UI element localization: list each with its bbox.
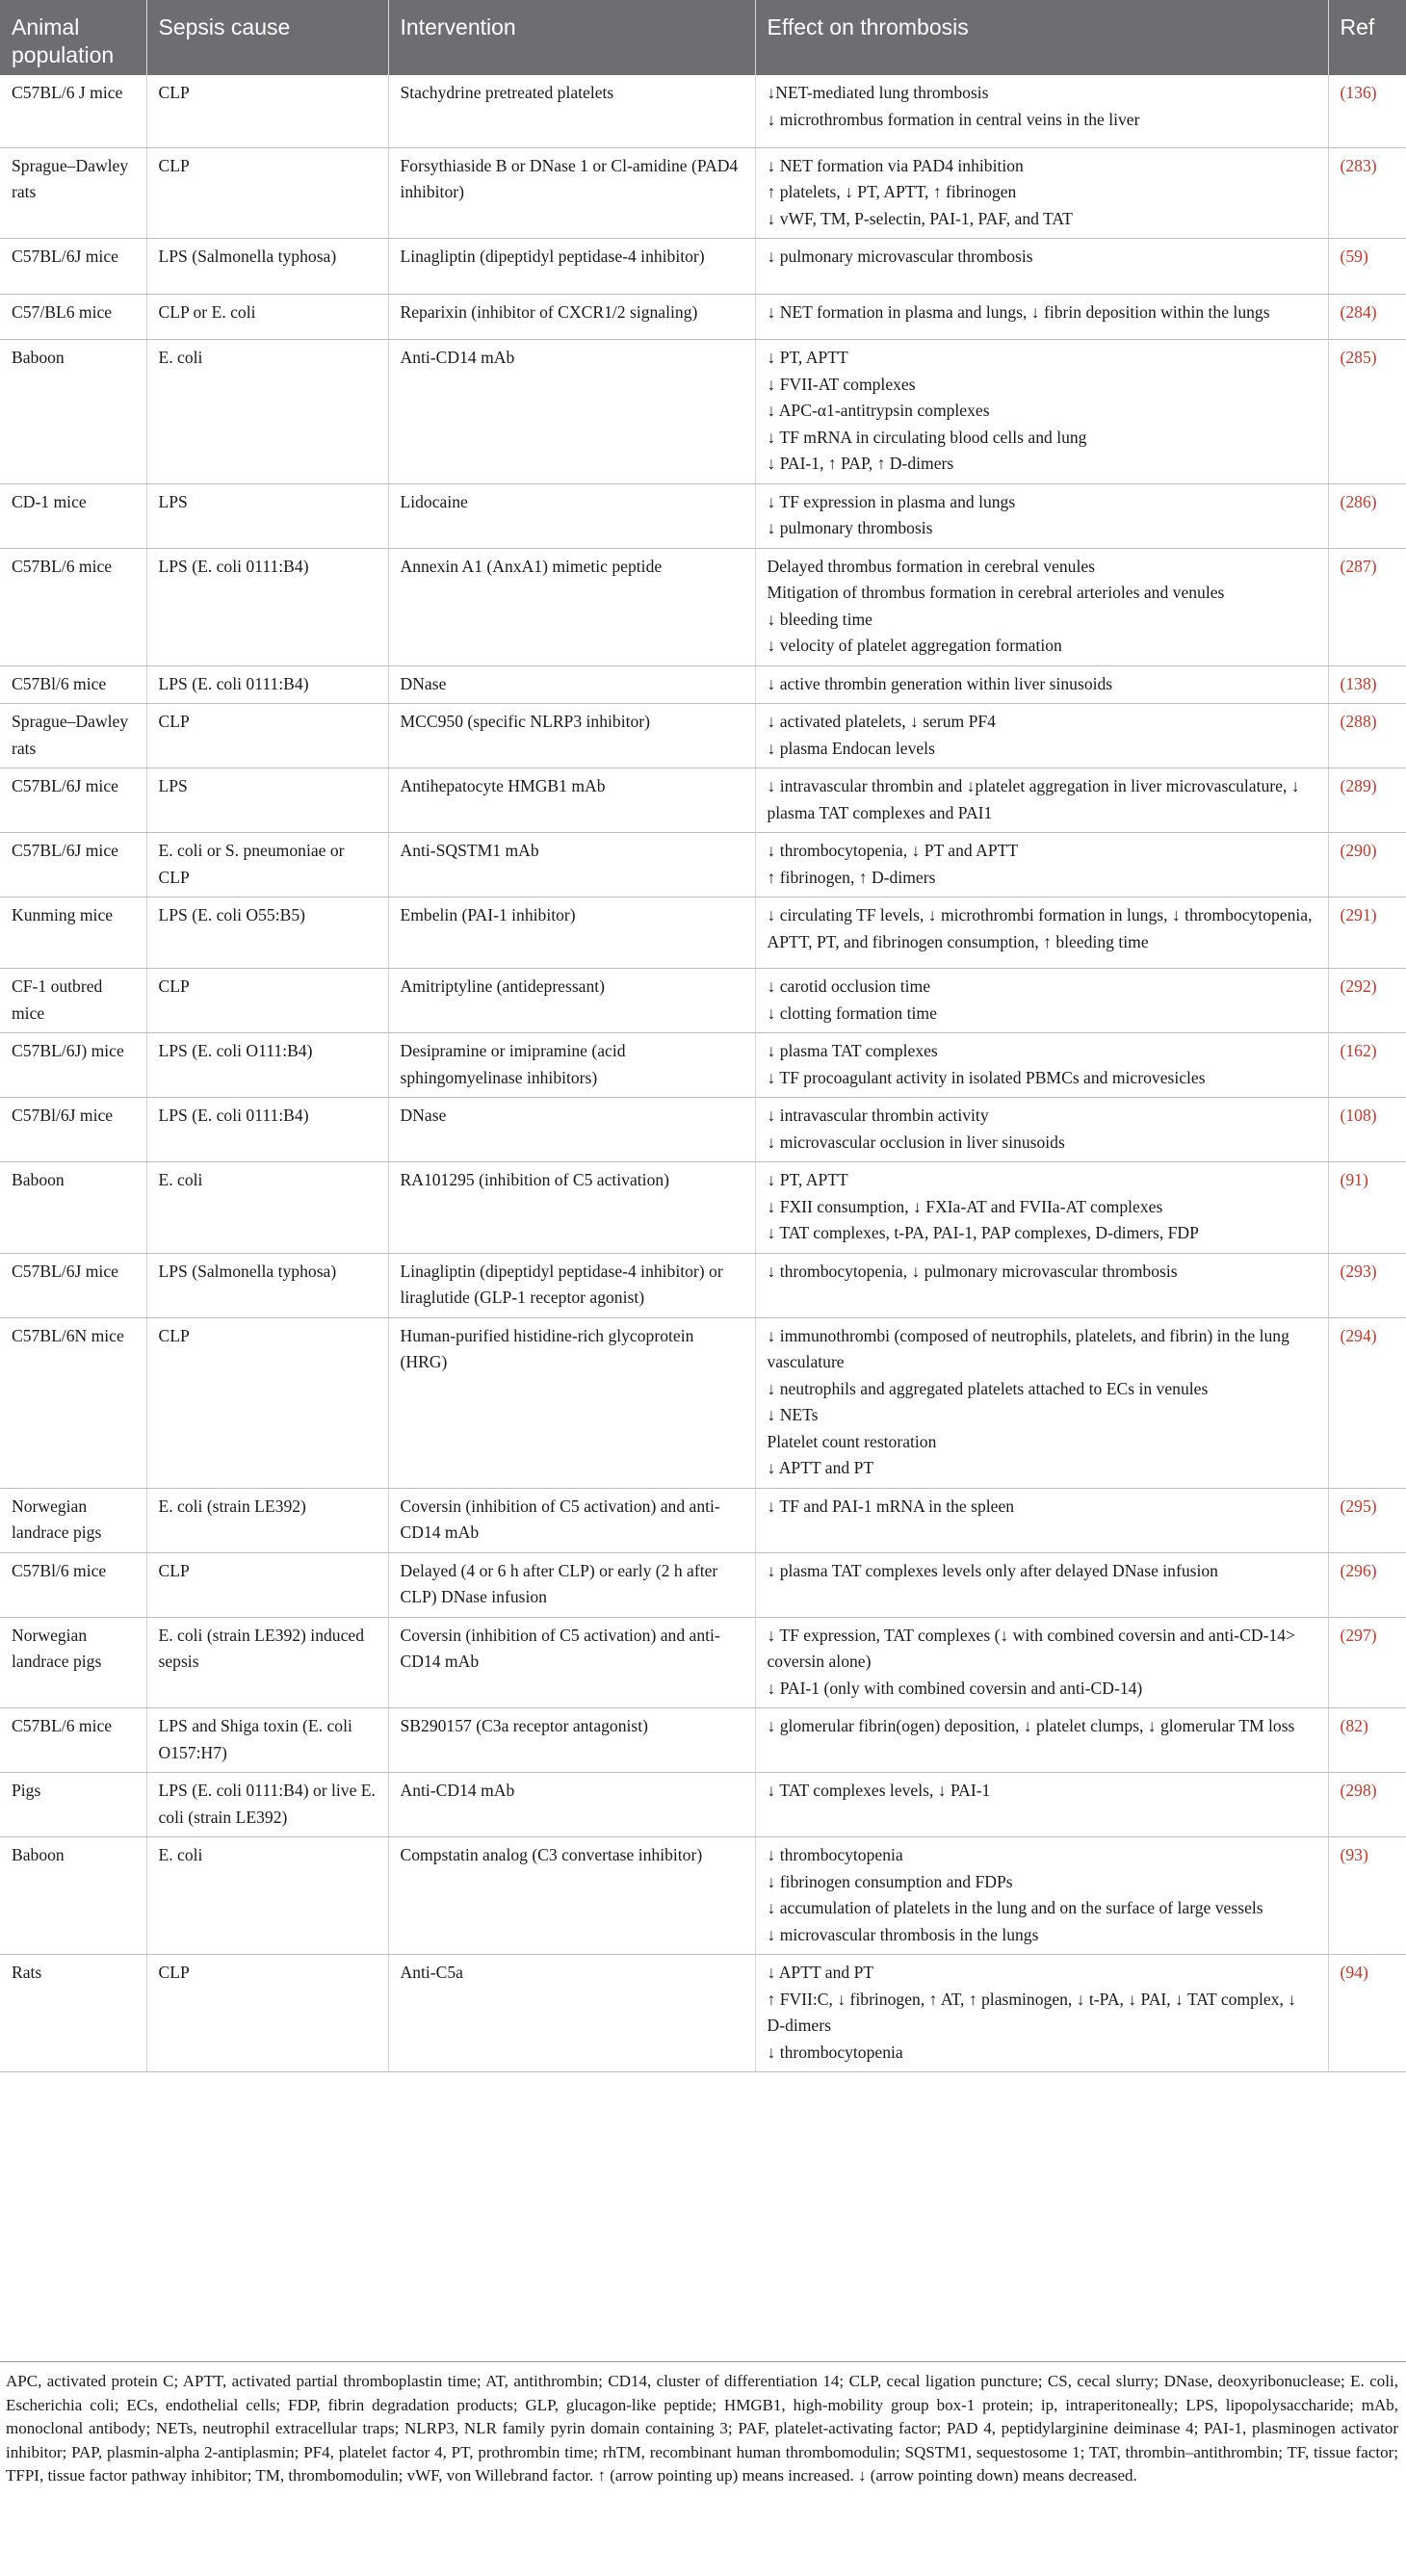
effect-line: ↓ fibrinogen consumption and FDPs	[767, 1871, 1013, 1891]
effect-line: Delayed thrombus formation in cerebral venules	[767, 556, 1096, 576]
cell-intervention: DNase	[388, 1098, 755, 1162]
cell-ref	[1328, 295, 1406, 340]
cell-ref	[1328, 1955, 1406, 2072]
cell-intervention: Linagliptin (dipeptidyl peptidase-4 inhibitor)	[388, 239, 755, 295]
cell-sepsis-cause: CLP or E. coli	[146, 295, 388, 340]
cell-animal-population: C57BL/6J mice	[0, 833, 146, 898]
cell-effect-on-thrombosis	[755, 1488, 1328, 1552]
cell-intervention: DNase	[388, 665, 755, 704]
cell-effect-on-thrombosis	[755, 969, 1328, 1033]
cell-sepsis-cause: LPS (E. coli 0111:B4)	[146, 548, 388, 665]
effect-line: ↓ TF expression in plasma and lungs	[767, 491, 1016, 511]
cell-sepsis-cause: CLP	[146, 969, 388, 1033]
effect-line: ↓ carotid occlusion time	[767, 976, 931, 996]
effect-line: ↓ pulmonary thrombosis	[767, 518, 933, 537]
cell-ref	[1328, 1098, 1406, 1162]
cell-ref	[1328, 768, 1406, 833]
effect-line: ↓ active thrombin generation within liver sinusoids	[767, 673, 1113, 693]
cell-ref	[1328, 1708, 1406, 1773]
cell-animal-population: CF-1 outbred mice	[0, 969, 146, 1033]
cell-ref	[1328, 1033, 1406, 1098]
cell-intervention: Human-purified histidine-rich glycoprotein (HRG)	[388, 1317, 755, 1488]
table-row	[0, 239, 1406, 295]
table-body	[0, 75, 1406, 2072]
cell-effect-on-thrombosis	[755, 833, 1328, 898]
effect-line: ↓ NET formation in plasma and lungs, ↓ fibrin deposition within the lungs	[767, 302, 1270, 322]
effect-line: ↓ velocity of platelet aggregation formation	[767, 636, 1062, 655]
reference-link[interactable]: (283)	[1340, 155, 1377, 175]
effect-line: ↓ vWF, TM, P-selectin, PAI-1, PAF, and TAT	[767, 208, 1073, 228]
cell-sepsis-cause: E. coli or S. pneumoniae or CLP	[146, 833, 388, 898]
effect-line: ↑ FVII:C, ↓ fibrinogen, ↑ AT, ↑ plasminogen, ↓ t-PA, ↓ PAI, ↓ TAT complex, ↓ D-dimers	[767, 1989, 1297, 2035]
header-ref: Ref	[1328, 0, 1406, 75]
cell-sepsis-cause: LPS (Salmonella typhosa)	[146, 1253, 388, 1317]
reference-link[interactable]: (108)	[1340, 1106, 1377, 1125]
cell-animal-population: Baboon	[0, 1837, 146, 1955]
cell-ref	[1328, 1617, 1406, 1708]
effect-line: ↓ microvascular occlusion in liver sinusoids	[767, 1132, 1065, 1152]
cell-animal-population: CD-1 mice	[0, 483, 146, 548]
cell-ref	[1328, 340, 1406, 484]
cell-animal-population: C57/BL6 mice	[0, 295, 146, 340]
cell-intervention: Lidocaine	[388, 483, 755, 548]
effect-line: ↓ thrombocytopenia	[767, 1845, 903, 1864]
header-animal-population: Animal population	[0, 0, 146, 75]
table-row	[0, 1033, 1406, 1098]
table-row	[0, 1837, 1406, 1955]
cell-intervention: MCC950 (specific NLRP3 inhibitor)	[388, 704, 755, 768]
reference-link[interactable]: (290)	[1340, 841, 1377, 860]
cell-intervention: Anti-C5a	[388, 1955, 755, 2072]
cell-ref	[1328, 1488, 1406, 1552]
effect-line: ↓ PT, APTT	[767, 1170, 848, 1189]
effect-line: ↓ activated platelets, ↓ serum PF4	[767, 712, 996, 731]
reference-link[interactable]: (294)	[1340, 1325, 1377, 1345]
effect-line: ↓ microvascular thrombosis in the lungs	[767, 1924, 1039, 1944]
cell-animal-population: Pigs	[0, 1773, 146, 1837]
cell-effect-on-thrombosis	[755, 147, 1328, 239]
effect-line: ↓ TF and PAI-1 mRNA in the spleen	[767, 1496, 1015, 1516]
reference-link[interactable]: (94)	[1340, 1963, 1368, 1982]
reference-link[interactable]: (295)	[1340, 1496, 1377, 1516]
effect-line: ↓ TF mRNA in circulating blood cells and lung	[767, 427, 1087, 447]
effect-line: ↑ fibrinogen, ↑ D-dimers	[767, 867, 936, 887]
effect-line: Mitigation of thrombus formation in cerebral arterioles and venules	[767, 583, 1225, 602]
cell-animal-population: C57Bl/6J mice	[0, 1098, 146, 1162]
effect-line: ↓ APC-α1-antitrypsin complexes	[767, 401, 990, 420]
reference-link[interactable]: (285)	[1340, 348, 1377, 367]
effect-line: ↓ PAI-1, ↑ PAP, ↑ D-dimers	[767, 454, 954, 473]
cell-sepsis-cause: LPS	[146, 483, 388, 548]
table-row	[0, 768, 1406, 833]
reference-link[interactable]: (284)	[1340, 302, 1377, 322]
cell-animal-population: Norwegian landrace pigs	[0, 1488, 146, 1552]
effect-line: ↓ plasma Endocan levels	[767, 738, 935, 758]
cell-intervention: Amitriptyline (antidepressant)	[388, 969, 755, 1033]
cell-intervention: Embelin (PAI-1 inhibitor)	[388, 898, 755, 969]
effect-line: ↓ FXII consumption, ↓ FXIa-AT and FVIIa-AT complexes	[767, 1196, 1163, 1216]
effect-line: ↓ PAI-1 (only with combined coversin and anti-CD-14)	[767, 1678, 1143, 1698]
cell-effect-on-thrombosis	[755, 1317, 1328, 1488]
table-row	[0, 833, 1406, 898]
cell-effect-on-thrombosis	[755, 1708, 1328, 1773]
reference-link[interactable]: (288)	[1340, 712, 1377, 731]
cell-animal-population: C57BL/6J mice	[0, 239, 146, 295]
cell-intervention: Anti-CD14 mAb	[388, 1773, 755, 1837]
effect-line: ↓ clotting formation time	[767, 1002, 937, 1023]
cell-sepsis-cause: E. coli (strain LE392) induced sepsis	[146, 1617, 388, 1708]
reference-link[interactable]: (296)	[1340, 1560, 1377, 1580]
table-row	[0, 1317, 1406, 1488]
cell-animal-population: C57Bl/6 mice	[0, 665, 146, 704]
cell-sepsis-cause: CLP	[146, 1317, 388, 1488]
cell-sepsis-cause: CLP	[146, 704, 388, 768]
cell-effect-on-thrombosis	[755, 1253, 1328, 1317]
cell-effect-on-thrombosis	[755, 1098, 1328, 1162]
cell-animal-population: Baboon	[0, 1162, 146, 1254]
cell-animal-population: C57BL/6J mice	[0, 1253, 146, 1317]
cell-sepsis-cause: LPS (E. coli 0111:B4)	[146, 665, 388, 704]
cell-ref	[1328, 833, 1406, 898]
table-row	[0, 75, 1406, 147]
effect-line: ↑ platelets, ↓ PT, APTT, ↑ fibrinogen	[767, 182, 1017, 201]
cell-ref	[1328, 1253, 1406, 1317]
cell-effect-on-thrombosis	[755, 1552, 1328, 1617]
cell-animal-population: Sprague–Dawley rats	[0, 147, 146, 239]
cell-sepsis-cause: LPS (E. coli O55:B5)	[146, 898, 388, 969]
cell-effect-on-thrombosis	[755, 1617, 1328, 1708]
cell-ref	[1328, 1162, 1406, 1254]
cell-intervention: Compstatin analog (C3 convertase inhibitor)	[388, 1837, 755, 1955]
cell-sepsis-cause: CLP	[146, 75, 388, 147]
cell-intervention: Coversin (inhibition of C5 activation) and anti-CD14 mAb	[388, 1617, 755, 1708]
cell-effect-on-thrombosis	[755, 1773, 1328, 1837]
cell-animal-population: C57BL/6 mice	[0, 548, 146, 665]
table-header	[0, 0, 1406, 75]
table-row	[0, 147, 1406, 239]
cell-intervention: SB290157 (C3a receptor antagonist)	[388, 1708, 755, 1773]
cell-intervention: Stachydrine pretreated platelets	[388, 75, 755, 147]
table-row	[0, 898, 1406, 969]
cell-effect-on-thrombosis	[755, 1033, 1328, 1098]
cell-animal-population: C57BL/6J mice	[0, 768, 146, 833]
cell-animal-population: Kunming mice	[0, 898, 146, 969]
cell-sepsis-cause: LPS (Salmonella typhosa)	[146, 239, 388, 295]
header-intervention: Intervention	[388, 0, 755, 75]
reference-link[interactable]: (291)	[1340, 905, 1377, 924]
reference-link[interactable]: (293)	[1340, 1261, 1377, 1281]
cell-intervention: Desipramine or imipramine (acid sphingomyelinase inhibitors)	[388, 1033, 755, 1098]
cell-animal-population: C57BL/6 mice	[0, 1708, 146, 1773]
table-row	[0, 295, 1406, 340]
reference-link[interactable]: (289)	[1340, 776, 1377, 795]
cell-animal-population: C57BL/6J) mice	[0, 1033, 146, 1098]
cell-effect-on-thrombosis	[755, 75, 1328, 147]
table-row	[0, 483, 1406, 548]
cell-intervention: Antihepatocyte HMGB1 mAb	[388, 768, 755, 833]
cell-intervention: Coversin (inhibition of C5 activation) and anti-CD14 mAb	[388, 1488, 755, 1552]
reference-link[interactable]: (287)	[1340, 556, 1377, 576]
cell-effect-on-thrombosis	[755, 548, 1328, 665]
reference-link[interactable]: (82)	[1340, 1716, 1368, 1735]
table-row	[0, 1617, 1406, 1708]
cell-animal-population: C57BL/6 J mice	[0, 75, 146, 147]
cell-effect-on-thrombosis	[755, 295, 1328, 340]
cell-animal-population: Sprague–Dawley rats	[0, 704, 146, 768]
effect-line: ↓ bleeding time	[767, 609, 872, 629]
cell-ref	[1328, 704, 1406, 768]
effect-line: ↓ NETs	[767, 1405, 819, 1424]
table-row	[0, 704, 1406, 768]
table-row	[0, 1708, 1406, 1773]
cell-sepsis-cause: CLP	[146, 1552, 388, 1617]
cell-effect-on-thrombosis	[755, 239, 1328, 295]
cell-ref	[1328, 1837, 1406, 1955]
effect-line: ↓ plasma TAT complexes levels only after delayed DNase infusion	[767, 1560, 1218, 1580]
cell-ref	[1328, 548, 1406, 665]
table-row	[0, 1552, 1406, 1617]
cell-intervention: Linagliptin (dipeptidyl peptidase-4 inhibitor) or liraglutide (GLP-1 receptor agonist)	[388, 1253, 755, 1317]
cell-animal-population: Rats	[0, 1955, 146, 2072]
cell-intervention: Reparixin (inhibitor of CXCR1/2 signaling)	[388, 295, 755, 340]
effect-line: ↓ thrombocytopenia	[767, 2042, 903, 2062]
cell-intervention: Delayed (4 or 6 h after CLP) or early (2 h after CLP) DNase infusion	[388, 1552, 755, 1617]
cell-effect-on-thrombosis	[755, 1955, 1328, 2072]
effect-line: ↓ PT, APTT	[767, 348, 848, 367]
table-footnote: APC, activated protein C; APTT, activated partial thromboplastin time; AT, antithrombin; CD14, cluster of differentiation 14; CLP, cecal ligation puncture; CS, cecal slurry; DNase, deoxyribonuclease; E. coli, Escherichia coli; ECs, endothelial cells; FDP, fibrin degradation products; GLP, glucagon-like peptide; HMGB1, high-mobility group box-1 protein; ip, intraperitoneally; LPS, lipopolysaccharide; mAb, monoclonal antibody; NETs, neutrophil extracellular traps; NLRP3, NLR family pyrin domain containing 3; PAF, platelet-activating factor; PAD 4, peptidylarginine deiminase 4; PAI-1, plasminogen activator inhibitor; PAP, plasmin-alpha 2-antiplasmin; PF4, platelet factor 4, PT, prothrombin time; rhTM, recombinant human thrombomodulin; SQSTM1, sequestosome 1; TAT, thrombin–antithrombin; TF, tissue factor; TFPI, tissue factor pathway inhibitor; TM, thrombomodulin; vWF, von Willebrand factor. ↑ (arrow pointing up) means increased. ↓ (arrow pointing down) means decreased.	[0, 2361, 1406, 2488]
cell-ref	[1328, 969, 1406, 1033]
cell-effect-on-thrombosis	[755, 1162, 1328, 1254]
cell-animal-population: C57Bl/6 mice	[0, 1552, 146, 1617]
cell-animal-population: C57BL/6N mice	[0, 1317, 146, 1488]
table-row	[0, 665, 1406, 704]
effect-line: ↓ plasma TAT complexes	[767, 1041, 938, 1060]
cell-animal-population: Norwegian landrace pigs	[0, 1617, 146, 1708]
cell-sepsis-cause: LPS (E. coli 0111:B4) or live E. coli (strain LE392)	[146, 1773, 388, 1837]
cell-ref	[1328, 665, 1406, 704]
cell-effect-on-thrombosis	[755, 768, 1328, 833]
effect-line: ↓ neutrophils and aggregated platelets attached to ECs in venules	[767, 1378, 1209, 1398]
table-row	[0, 1773, 1406, 1837]
cell-ref	[1328, 147, 1406, 239]
effect-line: ↓ FVII-AT complexes	[767, 374, 916, 394]
cell-effect-on-thrombosis	[755, 704, 1328, 768]
cell-sepsis-cause: CLP	[146, 147, 388, 239]
table-row	[0, 969, 1406, 1033]
cell-intervention: Anti-SQSTM1 mAb	[388, 833, 755, 898]
cell-intervention: Anti-CD14 mAb	[388, 340, 755, 484]
effect-line: ↓ microthrombus formation in central veins in the liver	[767, 109, 1140, 129]
reference-link[interactable]: (138)	[1340, 673, 1377, 693]
effect-line: ↓ circulating TF levels, ↓ microthrombi formation in lungs, ↓ thrombocytopenia, APTT, PT, and fibrinogen consumption, ↑ bleeding time	[767, 905, 1313, 951]
reference-link[interactable]: (162)	[1340, 1041, 1377, 1060]
cell-intervention: Forsythiaside B or DNase 1 or Cl-amidine (PAD4 inhibitor)	[388, 147, 755, 239]
cell-sepsis-cause: LPS	[146, 768, 388, 833]
header-sepsis-cause: Sepsis cause	[146, 0, 388, 75]
cell-intervention: RA101295 (inhibition of C5 activation)	[388, 1162, 755, 1254]
cell-effect-on-thrombosis	[755, 483, 1328, 548]
header-effect-on-thrombosis: Effect on thrombosis	[755, 0, 1328, 75]
effect-line: ↓ thrombocytopenia, ↓ pulmonary microvascular thrombosis	[767, 1261, 1178, 1281]
cell-effect-on-thrombosis	[755, 1837, 1328, 1955]
effect-line: ↓ TF expression, TAT complexes (↓ with combined coversin and anti-CD-14> coversin alone)	[767, 1625, 1295, 1671]
effect-line: ↓ intravascular thrombin and ↓platelet aggregation in liver microvasculature, ↓ plasma TAT complexes and PAI1	[767, 776, 1300, 822]
cell-sepsis-cause: E. coli	[146, 1837, 388, 1955]
cell-effect-on-thrombosis	[755, 898, 1328, 969]
effect-line: ↓ TAT complexes levels, ↓ PAI-1	[767, 1781, 991, 1800]
cell-ref	[1328, 898, 1406, 969]
effect-line: Platelet count restoration	[767, 1431, 937, 1451]
effect-line: ↓ TAT complexes, t-PA, PAI-1, PAP complexes, D-dimers, FDP	[767, 1223, 1199, 1242]
reference-link[interactable]: (93)	[1340, 1845, 1368, 1864]
cell-sepsis-cause: LPS (E. coli 0111:B4)	[146, 1098, 388, 1162]
effect-line: ↓ intravascular thrombin activity	[767, 1106, 989, 1125]
effect-line: ↓ immunothrombi (composed of neutrophils, platelets, and fibrin) in the lung vasculature	[767, 1325, 1289, 1371]
table-row	[0, 1162, 1406, 1254]
effect-line: ↓ APTT and PT	[767, 1963, 874, 1982]
cell-sepsis-cause: E. coli (strain LE392)	[146, 1488, 388, 1552]
effect-line: ↓ glomerular fibrin(ogen) deposition, ↓ platelet clumps, ↓ glomerular TM loss	[767, 1716, 1295, 1735]
cell-sepsis-cause: E. coli	[146, 340, 388, 484]
reference-link[interactable]: (298)	[1340, 1781, 1377, 1800]
cell-ref	[1328, 1552, 1406, 1617]
effect-line: ↓ NET formation via PAD4 inhibition	[767, 155, 1024, 175]
cell-ref	[1328, 483, 1406, 548]
table-row	[0, 1098, 1406, 1162]
cell-sepsis-cause: LPS and Shiga toxin (E. coli O157:H7)	[146, 1708, 388, 1773]
reference-link[interactable]: (136)	[1340, 83, 1377, 102]
effect-line: ↓ pulmonary microvascular thrombosis	[767, 247, 1033, 266]
cell-effect-on-thrombosis	[755, 340, 1328, 484]
reference-link[interactable]: (59)	[1340, 247, 1368, 266]
cell-sepsis-cause: E. coli	[146, 1162, 388, 1254]
cell-ref	[1328, 75, 1406, 147]
effect-line: ↓ thrombocytopenia, ↓ PT and APTT	[767, 841, 1019, 860]
cell-ref	[1328, 1317, 1406, 1488]
table-row	[0, 1955, 1406, 2072]
cell-ref	[1328, 1773, 1406, 1837]
table-row	[0, 340, 1406, 484]
effect-line: ↓ accumulation of platelets in the lung and on the surface of large vessels	[767, 1898, 1263, 1917]
reference-link[interactable]: (91)	[1340, 1170, 1368, 1189]
reference-link[interactable]: (292)	[1340, 976, 1377, 996]
table-row	[0, 548, 1406, 665]
reference-link[interactable]: (286)	[1340, 491, 1377, 511]
effect-line: ↓ APTT and PT	[767, 1458, 874, 1477]
table-row	[0, 1488, 1406, 1552]
effect-line: ↓NET-mediated lung thrombosis	[767, 83, 989, 102]
cell-sepsis-cause: LPS (E. coli O111:B4)	[146, 1033, 388, 1098]
table-row	[0, 1253, 1406, 1317]
header-row	[0, 0, 1406, 75]
cell-animal-population: Baboon	[0, 340, 146, 484]
cell-intervention: Annexin A1 (AnxA1) mimetic peptide	[388, 548, 755, 665]
reference-link[interactable]: (297)	[1340, 1625, 1377, 1645]
cell-sepsis-cause: CLP	[146, 1955, 388, 2072]
effect-line: ↓ TF procoagulant activity in isolated PBMCs and microvesicles	[767, 1067, 1206, 1087]
cell-effect-on-thrombosis	[755, 665, 1328, 704]
cell-ref	[1328, 239, 1406, 295]
